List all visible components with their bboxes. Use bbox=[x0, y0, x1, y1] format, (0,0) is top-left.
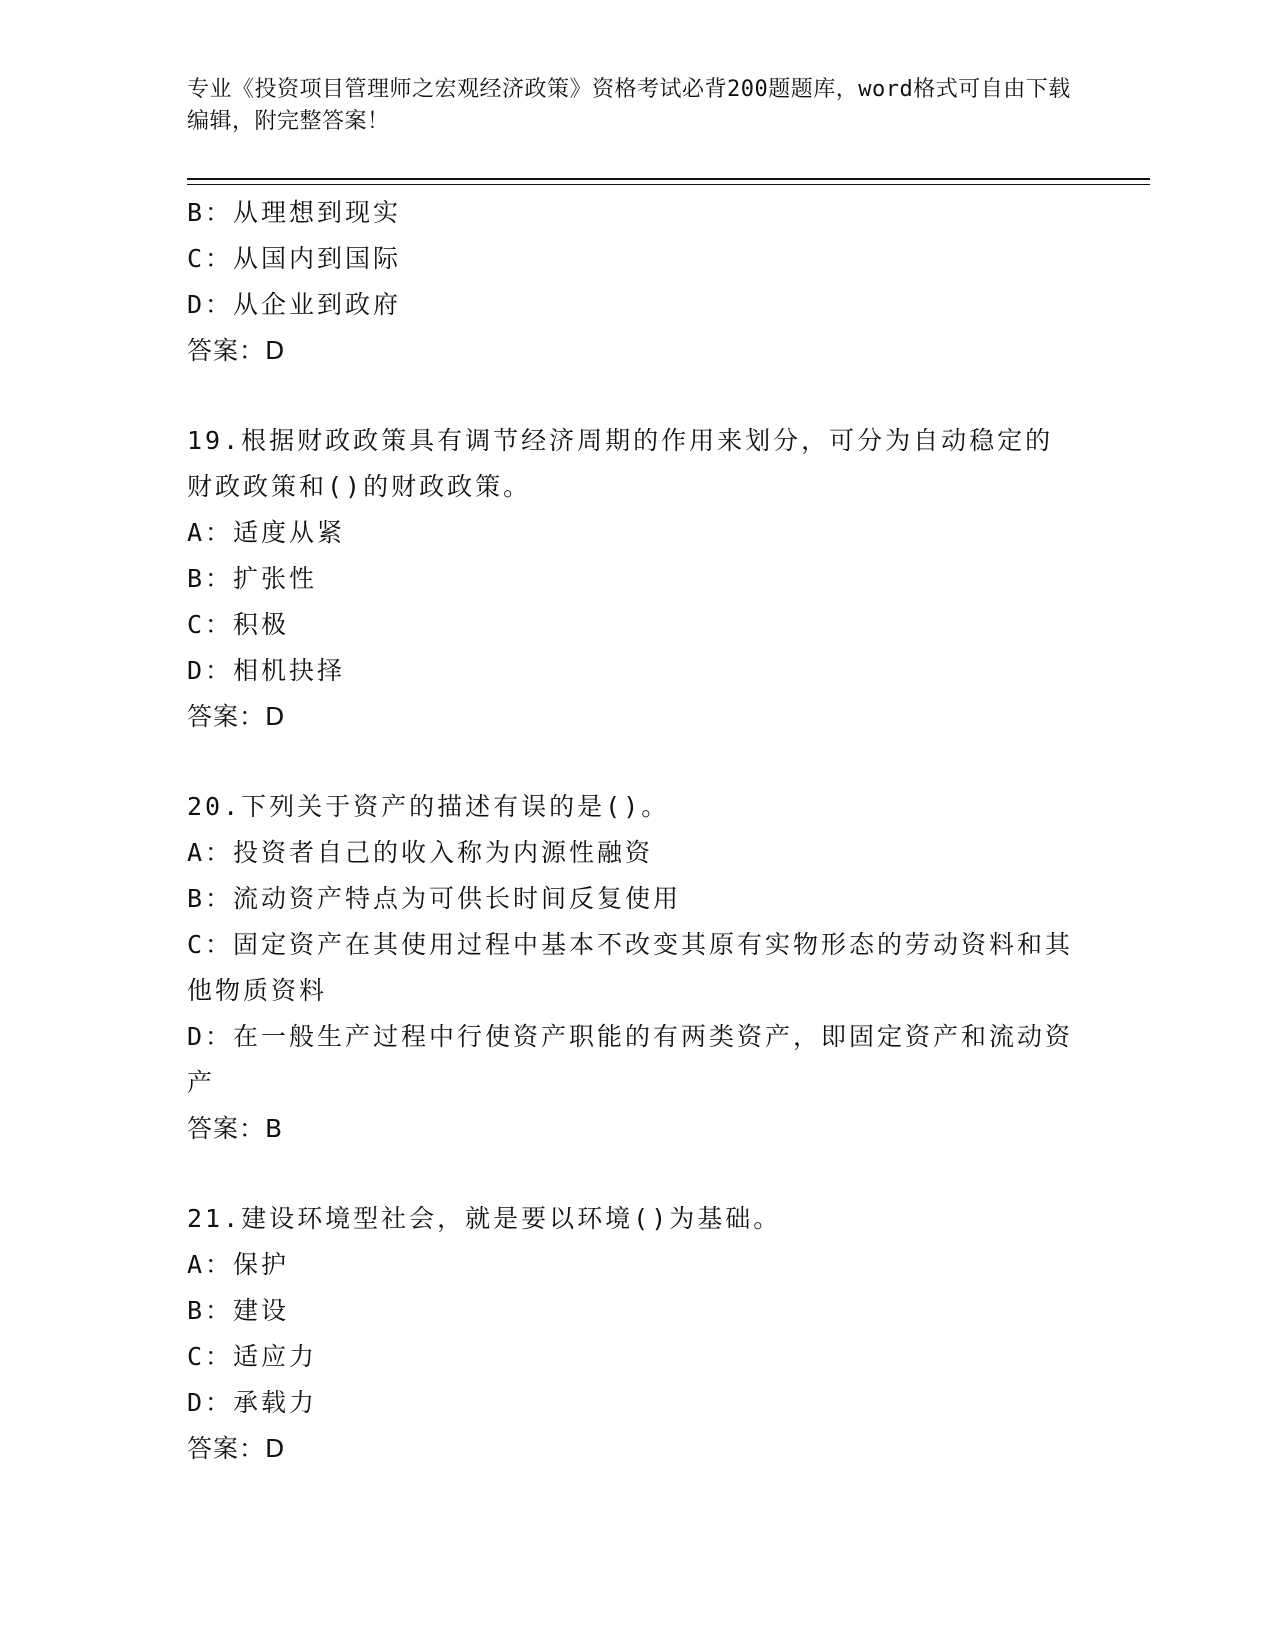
option-b: B：流动资产特点为可供长时间反复使用 bbox=[187, 884, 682, 913]
question-stem: 21.建设环境型社会，就是要以环境()为基础。 bbox=[187, 1204, 782, 1233]
option-a: A：适度从紧 bbox=[187, 518, 346, 547]
option-b: B：建设 bbox=[187, 1296, 290, 1325]
answer-line: 答案：D bbox=[187, 702, 286, 731]
answer-line: 答案：D bbox=[187, 1434, 286, 1463]
option-a: A：保护 bbox=[187, 1250, 290, 1279]
answer-line: 答案：D bbox=[187, 336, 286, 365]
option-d: D：承载力 bbox=[187, 1388, 318, 1417]
question-stem: 20.下列关于资产的描述有误的是()。 bbox=[187, 792, 670, 821]
question-19 bbox=[187, 418, 1077, 740]
answer-line: 答案：B bbox=[187, 1114, 284, 1143]
question-list bbox=[187, 190, 1077, 1472]
option-b: B：扩张性 bbox=[187, 564, 318, 593]
option-a: A：投资者自己的收入称为内源性融资 bbox=[187, 838, 654, 867]
option-d: D：在一般生产过程中行使资产职能的有两类资产，即固定资产和流动资产 bbox=[187, 1022, 1074, 1097]
question-18-tail bbox=[187, 190, 1077, 374]
option-c: C：积极 bbox=[187, 610, 290, 639]
option-d: D：从企业到政府 bbox=[187, 290, 402, 319]
option-d: D：相机抉择 bbox=[187, 656, 346, 685]
header-rule-thin bbox=[187, 184, 1150, 185]
spacer bbox=[187, 740, 1077, 784]
question-stem: 19.根据财政政策具有调节经济周期的作用来划分，可分为自动稳定的财政政策和()的财政政策。 bbox=[187, 426, 1054, 501]
option-c: C：从国内到国际 bbox=[187, 244, 402, 273]
option-b: B：从理想到现实 bbox=[187, 198, 402, 227]
question-21 bbox=[187, 1196, 1077, 1472]
header-rule-thick bbox=[187, 178, 1150, 180]
question-20 bbox=[187, 784, 1077, 1152]
option-c: C：固定资产在其使用过程中基本不改变其原有实物形态的劳动资料和其他物质资料 bbox=[187, 930, 1074, 1005]
document-header: 专业《投资项目管理师之宏观经济政策》资格考试必背200题题库，word格式可自由下载编辑，附完整答案！ bbox=[187, 77, 1071, 134]
option-c: C：适应力 bbox=[187, 1342, 318, 1371]
spacer bbox=[187, 1152, 1077, 1196]
spacer bbox=[187, 374, 1077, 418]
